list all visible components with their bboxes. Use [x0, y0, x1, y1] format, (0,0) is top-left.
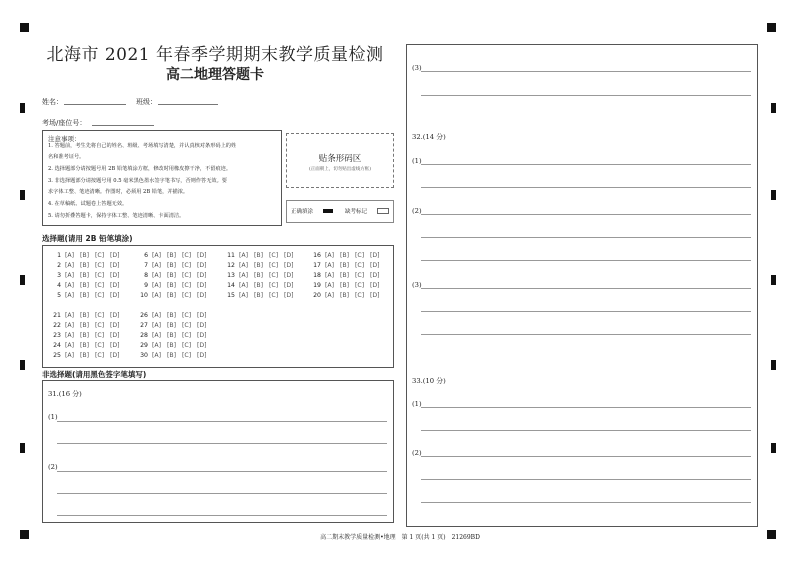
answer-line[interactable]: [57, 443, 387, 444]
notice-heading: 注意事项：: [48, 135, 81, 143]
answer-bubble[interactable]: [D]: [370, 292, 380, 299]
question-number: 30: [140, 352, 148, 359]
notice-item: 名和准考证号。: [48, 154, 85, 160]
answer-bubble[interactable]: [C]: [269, 262, 279, 269]
answer-line[interactable]: [57, 471, 387, 472]
mcq-question-30: [138, 352, 212, 359]
class-label: 班级：: [136, 98, 157, 106]
question-number: 12: [227, 262, 235, 269]
answer-bubble[interactable]: [D]: [110, 252, 120, 259]
answer-bubble[interactable]: [A]: [152, 292, 162, 299]
answer-bubble[interactable]: [B]: [340, 282, 350, 289]
question-number: 22: [53, 322, 61, 329]
page-subtitle: 高二地理答题卡: [166, 67, 264, 83]
answer-bubble[interactable]: [C]: [182, 332, 192, 339]
answer-bubble[interactable]: [A]: [152, 352, 162, 359]
answer-line[interactable]: [421, 311, 751, 312]
question-number: 3: [57, 272, 61, 279]
answer-bubble[interactable]: [D]: [197, 352, 207, 359]
filled-sample-icon: [323, 209, 333, 213]
question-number: 16: [313, 252, 321, 259]
answer-bubble[interactable]: [D]: [110, 262, 120, 269]
answer-bubble[interactable]: [C]: [95, 352, 105, 359]
answer-bubble[interactable]: [A]: [152, 312, 162, 319]
question-number: 9: [144, 282, 148, 289]
question-number: 24: [53, 342, 61, 349]
answer-bubble[interactable]: [D]: [197, 322, 207, 329]
answer-bubble[interactable]: [B]: [167, 282, 177, 289]
answer-bubble[interactable]: [A]: [65, 282, 75, 289]
answer-bubble[interactable]: [B]: [80, 322, 90, 329]
answer-bubble[interactable]: [B]: [167, 352, 177, 359]
answer-line[interactable]: [421, 288, 751, 289]
q33-part2-label: (2): [412, 449, 422, 457]
answer-bubble[interactable]: [B]: [340, 262, 350, 269]
answer-bubble[interactable]: [A]: [65, 262, 75, 269]
mcq-question-28: [138, 332, 212, 339]
answer-bubble[interactable]: [B]: [80, 312, 90, 319]
answer-bubble[interactable]: [D]: [197, 312, 207, 319]
question-number: 23: [53, 332, 61, 339]
mcq-question-15: [225, 292, 299, 299]
answer-bubble[interactable]: [C]: [269, 252, 279, 259]
answer-bubble[interactable]: [D]: [197, 292, 207, 299]
mcq-question-23: [51, 332, 125, 339]
answer-bubble[interactable]: [D]: [284, 262, 294, 269]
name-label: 姓名：: [42, 98, 63, 106]
answer-bubble[interactable]: [A]: [325, 272, 335, 279]
corner-mark: [767, 530, 776, 539]
corner-mark: [20, 530, 29, 539]
answer-bubble[interactable]: [C]: [182, 322, 192, 329]
answer-bubble[interactable]: [B]: [167, 252, 177, 259]
answer-bubble[interactable]: [C]: [355, 282, 365, 289]
answer-bubble[interactable]: [D]: [110, 342, 120, 349]
answer-bubble[interactable]: [D]: [370, 252, 380, 259]
answer-bubble[interactable]: [D]: [197, 272, 207, 279]
answer-bubble[interactable]: [B]: [167, 322, 177, 329]
answer-bubble[interactable]: [D]: [110, 282, 120, 289]
answer-bubble[interactable]: [D]: [284, 252, 294, 259]
question-number: 13: [227, 272, 235, 279]
answer-line[interactable]: [421, 479, 751, 480]
mcq-question-4: [51, 282, 125, 289]
answer-bubble[interactable]: [B]: [80, 262, 90, 269]
answer-bubble[interactable]: [C]: [355, 262, 365, 269]
answer-bubble[interactable]: [A]: [152, 272, 162, 279]
answer-line[interactable]: [421, 95, 751, 96]
mcq-question-25: [51, 352, 125, 359]
q33-part1-label: (1): [412, 400, 422, 408]
page-footer: 高二期末教学质量检测•地理 第 1 页(共 1 页) 21269BD: [320, 534, 480, 541]
answer-bubble[interactable]: [D]: [110, 272, 120, 279]
mcq-box: [42, 245, 394, 368]
answer-line[interactable]: [57, 421, 387, 422]
mcq-question-6: [138, 252, 212, 259]
answer-bubble[interactable]: [D]: [197, 282, 207, 289]
answer-line[interactable]: [421, 407, 751, 408]
answer-bubble[interactable]: [C]: [182, 352, 192, 359]
q33-title: 33.(10 分): [412, 377, 446, 385]
answer-bubble[interactable]: [A]: [239, 282, 249, 289]
mcq-question-11: [225, 252, 299, 259]
correct-fill-label: 正确填涂: [291, 209, 314, 215]
answer-bubble[interactable]: [B]: [254, 292, 264, 299]
answer-column-right: [406, 44, 758, 527]
open-heading: 非选择题(请用黑色签字笔填写): [42, 370, 147, 379]
answer-line[interactable]: [421, 164, 751, 165]
page-title: 北海市 2021 年春季学期期末教学质量检测: [46, 45, 384, 65]
seat-field[interactable]: [92, 125, 154, 126]
answer-line[interactable]: [421, 334, 751, 335]
answer-bubble[interactable]: [D]: [284, 292, 294, 299]
answer-bubble[interactable]: [C]: [182, 272, 192, 279]
mcq-question-26: [138, 312, 212, 319]
question-number: 5: [57, 292, 61, 299]
mcq-question-8: [138, 272, 212, 279]
answer-bubble[interactable]: [A]: [152, 252, 162, 259]
answer-bubble[interactable]: [B]: [340, 252, 350, 259]
mcq-question-19: [311, 282, 385, 289]
mcq-question-29: [138, 342, 212, 349]
answer-line[interactable]: [421, 214, 751, 215]
notice-item: 求字体工整、笔迹清晰。作图时，必须用 2B 铅笔，并描浓。: [48, 189, 189, 195]
question-number: 28: [140, 332, 148, 339]
answer-bubble[interactable]: [B]: [167, 272, 177, 279]
answer-bubble[interactable]: [B]: [167, 342, 177, 349]
question-number: 6: [144, 252, 148, 259]
timing-mark: [771, 360, 776, 370]
timing-mark: [771, 443, 776, 453]
notice-box: [42, 130, 282, 226]
corner-mark: [767, 23, 776, 32]
question-number: 8: [144, 272, 148, 279]
question-number: 26: [140, 312, 148, 319]
question-number: 21: [53, 312, 61, 319]
answer-bubble[interactable]: [A]: [325, 262, 335, 269]
notice-item: 1. 答题前，考生先将自己的姓名、班级、考场填写清楚，并认真核对条形码上的姓: [48, 143, 237, 149]
answer-bubble[interactable]: [B]: [167, 332, 177, 339]
answer-line[interactable]: [421, 187, 751, 188]
answer-bubble[interactable]: [D]: [110, 322, 120, 329]
answer-bubble[interactable]: [B]: [80, 342, 90, 349]
notice-item: 4. 在草稿纸、试题卷上答题无效。: [48, 201, 128, 207]
question-number: 2: [57, 262, 61, 269]
answer-bubble[interactable]: [D]: [197, 262, 207, 269]
q31-title: 31.(16 分): [48, 390, 82, 398]
answer-bubble[interactable]: [A]: [65, 252, 75, 259]
answer-bubble[interactable]: [C]: [182, 252, 192, 259]
answer-bubble[interactable]: [B]: [340, 272, 350, 279]
answer-bubble[interactable]: [B]: [80, 282, 90, 289]
answer-bubble[interactable]: [D]: [110, 292, 120, 299]
answer-bubble[interactable]: [A]: [152, 282, 162, 289]
name-field[interactable]: [64, 104, 126, 105]
q31-part2-label: (2): [48, 463, 58, 471]
answer-bubble[interactable]: [B]: [254, 272, 264, 279]
mcq-question-1: [51, 252, 125, 259]
question-number: 20: [313, 292, 321, 299]
mcq-heading: 选择题(请用 2B 铅笔填涂): [42, 234, 133, 243]
answer-bubble[interactable]: [C]: [269, 292, 279, 299]
mcq-question-14: [225, 282, 299, 289]
answer-bubble[interactable]: [C]: [269, 282, 279, 289]
answer-bubble[interactable]: [A]: [239, 272, 249, 279]
mcq-question-3: [51, 272, 125, 279]
answer-bubble[interactable]: [B]: [167, 292, 177, 299]
q31-part3-label: (3): [412, 64, 422, 72]
question-number: 25: [53, 352, 61, 359]
answer-bubble[interactable]: [C]: [355, 272, 365, 279]
question-number: 11: [227, 252, 235, 259]
q32-part1-label: (1): [412, 157, 422, 165]
answer-bubble[interactable]: [A]: [65, 342, 75, 349]
answer-bubble[interactable]: [D]: [284, 272, 294, 279]
answer-bubble[interactable]: [A]: [65, 322, 75, 329]
fill-legend: [286, 200, 394, 223]
answer-line[interactable]: [421, 502, 751, 503]
answer-line[interactable]: [421, 260, 751, 261]
question-number: 18: [313, 272, 321, 279]
question-number: 7: [144, 262, 148, 269]
answer-bubble[interactable]: [B]: [167, 312, 177, 319]
answer-bubble[interactable]: [B]: [340, 292, 350, 299]
q32-part3-label: (3): [412, 281, 422, 289]
answer-bubble[interactable]: [C]: [95, 272, 105, 279]
answer-bubble[interactable]: [C]: [182, 342, 192, 349]
answer-bubble[interactable]: [A]: [65, 332, 75, 339]
answer-bubble[interactable]: [A]: [65, 292, 75, 299]
answer-bubble[interactable]: [D]: [110, 312, 120, 319]
timing-mark: [20, 443, 25, 453]
mcq-question-7: [138, 262, 212, 269]
answer-bubble[interactable]: [C]: [95, 332, 105, 339]
barcode-hint: (正面朝上，切勿贴出虚线方框): [308, 167, 371, 172]
notice-item: 2. 选择题部分请按题号用 2B 铅笔填涂方框，修改时用橡皮擦干净，不留痕迹。: [48, 166, 232, 172]
q31-part1-label: (1): [48, 413, 58, 421]
answer-bubble[interactable]: [B]: [80, 252, 90, 259]
answer-bubble[interactable]: [C]: [95, 312, 105, 319]
answer-bubble[interactable]: [A]: [325, 292, 335, 299]
answer-bubble[interactable]: [A]: [325, 282, 335, 289]
answer-bubble[interactable]: [A]: [152, 342, 162, 349]
answer-bubble[interactable]: [A]: [239, 292, 249, 299]
q32-title: 32.(14 分): [412, 133, 446, 141]
answer-bubble[interactable]: [B]: [80, 292, 90, 299]
answer-bubble[interactable]: [C]: [269, 272, 279, 279]
answer-bubble[interactable]: [D]: [197, 342, 207, 349]
answer-bubble[interactable]: [B]: [80, 352, 90, 359]
answer-bubble[interactable]: [D]: [197, 332, 207, 339]
answer-line[interactable]: [421, 430, 751, 431]
class-field[interactable]: [158, 104, 218, 105]
barcode-title: 贴条形码区: [318, 154, 362, 164]
absent-label: 缺考标记: [345, 209, 368, 215]
answer-bubble[interactable]: [A]: [152, 332, 162, 339]
question-number: 15: [227, 292, 235, 299]
notice-item: 5. 请勿折叠答题卡，保持字体工整、笔迹清晰、卡面清洁。: [48, 213, 185, 219]
answer-bubble[interactable]: [B]: [80, 272, 90, 279]
answer-bubble[interactable]: [D]: [110, 352, 120, 359]
answer-bubble[interactable]: [D]: [370, 272, 380, 279]
answer-line[interactable]: [421, 71, 751, 72]
mcq-question-18: [311, 272, 385, 279]
answer-line[interactable]: [421, 456, 751, 457]
answer-bubble[interactable]: [A]: [325, 252, 335, 259]
timing-mark: [20, 275, 25, 285]
answer-bubble[interactable]: [B]: [254, 252, 264, 259]
mcq-question-21: [51, 312, 125, 319]
answer-bubble[interactable]: [D]: [110, 332, 120, 339]
timing-mark: [20, 360, 25, 370]
answer-bubble[interactable]: [C]: [95, 292, 105, 299]
answer-line[interactable]: [57, 493, 387, 494]
answer-bubble[interactable]: [C]: [95, 252, 105, 259]
mcq-question-10: [138, 292, 212, 299]
question-number: 19: [313, 282, 321, 289]
timing-mark: [771, 275, 776, 285]
answer-bubble[interactable]: [C]: [95, 262, 105, 269]
answer-bubble[interactable]: [A]: [65, 272, 75, 279]
question-number: 14: [227, 282, 235, 289]
answer-bubble[interactable]: [B]: [167, 262, 177, 269]
answer-bubble[interactable]: [C]: [355, 252, 365, 259]
answer-bubble[interactable]: [B]: [254, 282, 264, 289]
answer-bubble[interactable]: [B]: [254, 262, 264, 269]
q32-part2-label: (2): [412, 207, 422, 215]
answer-bubble[interactable]: [A]: [65, 312, 75, 319]
mcq-question-22: [51, 322, 125, 329]
mcq-question-9: [138, 282, 212, 289]
answer-bubble[interactable]: [C]: [182, 292, 192, 299]
answer-bubble[interactable]: [C]: [95, 282, 105, 289]
answer-bubble[interactable]: [A]: [239, 262, 249, 269]
absent-checkbox[interactable]: [377, 208, 389, 214]
answer-bubble[interactable]: [D]: [370, 262, 380, 269]
timing-mark: [771, 103, 776, 113]
mcq-question-16: [311, 252, 385, 259]
answer-bubble[interactable]: [D]: [284, 282, 294, 289]
question-number: 29: [140, 342, 148, 349]
answer-line[interactable]: [421, 237, 751, 238]
question-number: 4: [57, 282, 61, 289]
answer-line[interactable]: [57, 515, 387, 516]
answer-bubble[interactable]: [D]: [197, 252, 207, 259]
mcq-question-27: [138, 322, 212, 329]
question-number: 27: [140, 322, 148, 329]
mcq-question-24: [51, 342, 125, 349]
answer-bubble[interactable]: [C]: [182, 282, 192, 289]
q31-box: [42, 380, 394, 523]
timing-mark: [20, 103, 25, 113]
answer-bubble[interactable]: [A]: [65, 352, 75, 359]
timing-mark: [771, 190, 776, 200]
answer-bubble[interactable]: [B]: [80, 332, 90, 339]
answer-bubble[interactable]: [C]: [95, 342, 105, 349]
answer-bubble[interactable]: [C]: [182, 312, 192, 319]
mcq-question-2: [51, 262, 125, 269]
mcq-question-20: [311, 292, 385, 299]
mcq-question-17: [311, 262, 385, 269]
answer-bubble[interactable]: [D]: [370, 282, 380, 289]
answer-bubble[interactable]: [A]: [152, 322, 162, 329]
answer-bubble[interactable]: [C]: [355, 292, 365, 299]
timing-mark: [20, 190, 25, 200]
corner-mark: [20, 23, 29, 32]
answer-bubble[interactable]: [A]: [152, 262, 162, 269]
answer-bubble[interactable]: [A]: [239, 252, 249, 259]
answer-bubble[interactable]: [C]: [95, 322, 105, 329]
question-number: 10: [140, 292, 148, 299]
question-number: 1: [57, 252, 61, 259]
mcq-question-13: [225, 272, 299, 279]
mcq-question-12: [225, 262, 299, 269]
question-number: 17: [313, 262, 321, 269]
barcode-area: [286, 133, 394, 188]
notice-item: 3. 非选择题部分请按题号用 0.5 毫米黑色墨水签字笔书写，否则作答无效。要: [48, 178, 227, 184]
seat-label: 考场/座位号：: [42, 119, 87, 127]
mcq-question-5: [51, 292, 125, 299]
answer-bubble[interactable]: [C]: [182, 262, 192, 269]
